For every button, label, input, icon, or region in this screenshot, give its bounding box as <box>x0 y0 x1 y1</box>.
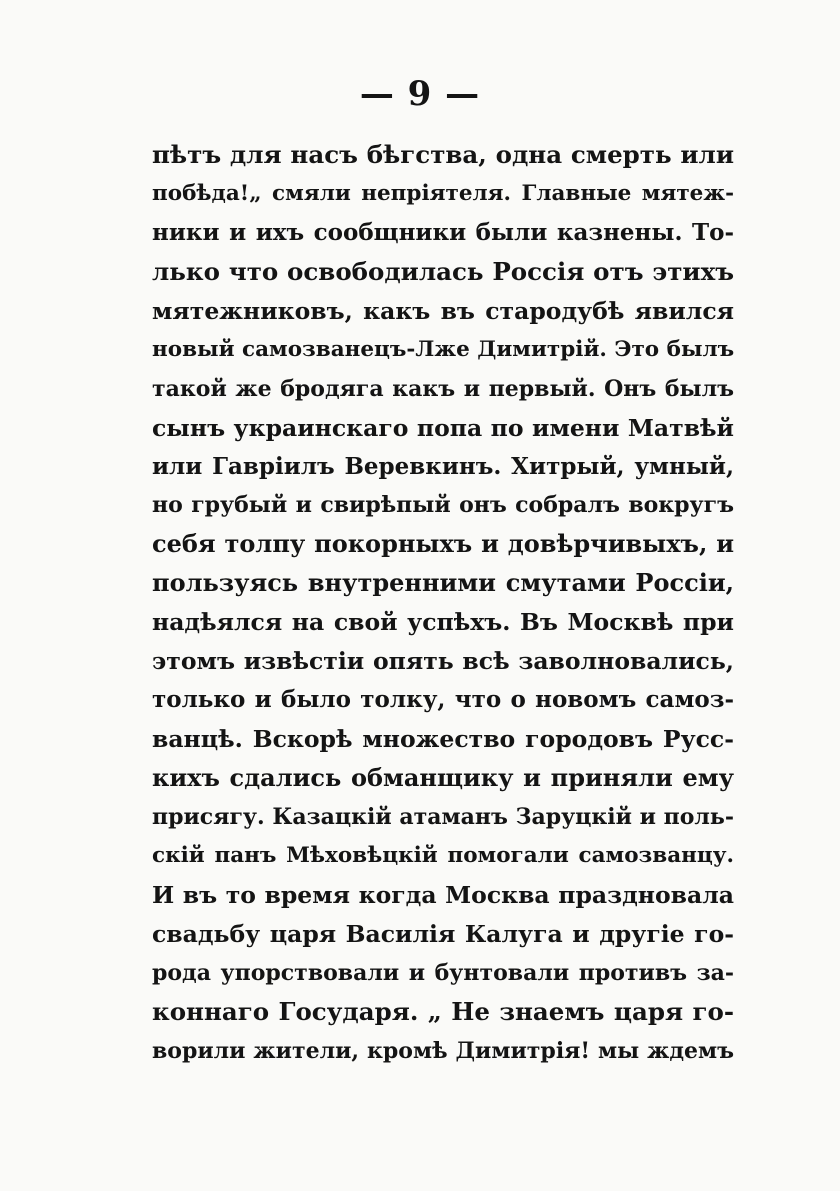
text-line: или Гавріилъ Веревкинъ. Хитрый, умный, <box>152 452 734 480</box>
text-line: новый самозванецъ-Лже Димитрій. Это былъ <box>152 336 734 362</box>
text-line: надѣялся на свой успѣхъ. Въ Москвѣ при <box>152 608 734 637</box>
text-line: мятежниковъ, какъ въ стародубѣ явился <box>152 296 734 325</box>
text-line: такой же бродяга какъ и первый. Онъ былъ <box>152 375 734 402</box>
text-line: свадьбу царя Василія Калуга и другіе го- <box>152 919 734 948</box>
text-line: ники и ихъ сообщники были казнены. То- <box>152 218 734 246</box>
text-line: лько что освободилась Россія отъ этихъ <box>152 256 734 286</box>
text-line: сынъ украинскаго попа по имени Матвѣй <box>152 413 734 442</box>
text-line: присягу. Казацкій атаманъ Заруцкій и поль- <box>152 803 734 830</box>
text-line: пѣтъ для насъ бѣгства, одна смерть или <box>152 140 734 169</box>
text-line: ворили жители, кромѣ Димитрія! мы ждемъ <box>152 1037 734 1064</box>
text-line: но грубый и свирѣпый онъ собралъ вокругъ <box>152 492 734 519</box>
text-line: скій панъ Мѣховѣцкій помогали самозванцу. <box>152 842 734 868</box>
text-line: только и было толку, что о новомъ самоз- <box>152 686 734 714</box>
text-line: побѣда!„ смяли непріятеля. Главные мятеж- <box>152 180 734 206</box>
text-line: рода упорствовали и бунтовали противъ за- <box>152 959 734 986</box>
page-number: — 9 — <box>359 74 481 114</box>
body-text <box>152 136 734 1071</box>
text-line: кихъ сдались обманщику и приняли ему <box>152 763 734 792</box>
text-line: себя толпу покорныхъ и довѣрчивыхъ, и <box>152 529 734 559</box>
text-line: коннаго Государя. „ Не знаемъ царя го- <box>152 996 734 1026</box>
text-line: И въ то время когда Москва праздновала <box>152 880 734 909</box>
text-line: этомъ извѣстіи опять всѣ заволновались, <box>152 647 734 676</box>
text-line: пользуясь внутренними смутами Россіи, <box>152 568 734 598</box>
text-line: ванцѣ. Вскорѣ множество городовъ Русс- <box>152 725 734 754</box>
